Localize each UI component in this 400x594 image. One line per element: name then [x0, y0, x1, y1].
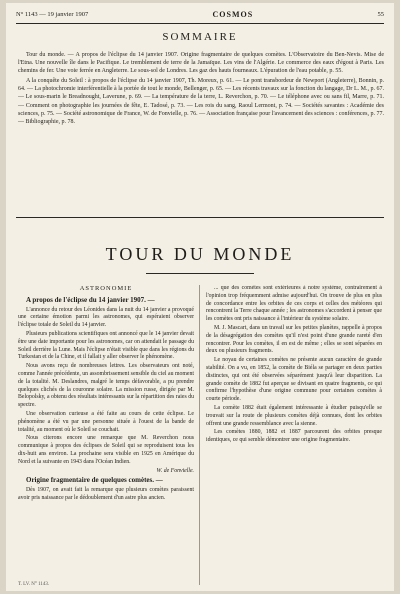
footer-signature: T. LV. N° 1143. — [18, 582, 50, 587]
column-divider — [199, 285, 200, 585]
page-number: 55 — [377, 10, 384, 18]
paragraph: La comète 1882 était également intéressante à étudier puisqu'elle se trouvait sur la route de plusieurs comètes déjà connues, dont les orbites offrent une grande ressemblance avec la sienne. — [206, 404, 382, 427]
sommaire-text — [18, 51, 384, 206]
paragraph: Nous avons reçu de nombreuses lettres. Les observateurs ont noté, comme l'année précédente, un assombrissement sensible du ciel au moment de la totalité. M. Deslandres, malgré le temps défavorable, a pu prendre quelques clichés de la couronne solaire. La mission russe, dirigée par M. Belopolsky, a obtenu des résultats intéressants sur la répartition des raies du spectre. — [18, 363, 194, 409]
article-title: Origine fragmentaire de quelques comètes. — — [26, 476, 163, 485]
left-column — [18, 285, 194, 585]
sommaire-paragraph: A la conquête du Soleil : à propos de l'éclipse du 14 janvier 1907, Th. Moreux, p. 61. — Le pont transbordeur de Newport (Angleterre), Bonnin, p. 64. — La photochromie interférentielle à la portée de tout le monde, Bellenger, p. 65. — Les récents travaux sur la fonction du langage, Dr L. M., p. 67. — Le sous-marin le Breadnought, Laverune, p. 69. — La température de la terre, L. Reverchon, p. 70. — Le téléphone avec ou sans fil, Marre, p. 71. — Comment on photographie les journées de fête, E. Tadosé, p. 73. — Les rois du sang, Raoul Lermont, p. 74. — Sociétés savantes : Académie des sciences, p. 75. — Société astronomique de France, W. de Fonvielle, p. 76. — Association française pour l'avancement des sciences : conférences, p. 77. — Bibliographie, p. 78. — [18, 78, 384, 125]
journal-name: COSMOS — [212, 9, 254, 19]
paragraph: ... que des comètes sont extérieures à notre système, contrairement à l'opinion trop fréquemment admise aujourd'hui. On trouve de plus en plus de concordance entre les orbites de ces corps et celles des météores qui rencontrent la Terre chaque année ; les astronomes s'accordent à penser que les comètes ont pris naissance à l'intérieur du système solaire. — [206, 285, 382, 323]
issue-number: N° 1143 — 19 janvier 1907 — [16, 10, 89, 18]
paragraph: Plusieurs publications scientifiques ont annoncé que le 14 janvier devait être une date importante pour les astronomes, car on attendait le passage du Soleil derrière la Lune. Mais l'éclipse n'était visible que dans les régions du Turkestan et de la Chine, et il fallait y aller observer le phénomène. — [18, 330, 194, 361]
paragraph: Le noyau de certaines comètes ne présente aucun caractère de grande stabilité. On a vu, en 1852, la comète de Biéla se partager en deux parties distinctes, qui ont été observées séparément jusqu'à leur disparition. La grande comète de 1882 fut aperçue se divisant en quatre fragments, ce qui confirme l'hypothèse d'une origine commune pour certaines comètes à courte période. — [206, 357, 382, 403]
journal-page — [6, 3, 394, 591]
section-underline — [146, 273, 254, 274]
running-header — [16, 7, 384, 21]
sommaire-heading: SOMMAIRE — [162, 31, 238, 43]
paragraph: M. J. Mascart, dans un travail sur les petites planètes, rappelle à propos de la désagrégation des comètes qu'il n'est point d'une grande rareté d'en rencontrer. Pour les comètes, il en est de même ; elles se sont séparées en deux ou plusieurs fragments. — [206, 324, 382, 355]
header-rule — [16, 23, 384, 24]
paragraph: L'annonce du retour des Léonides dans la nuit du 14 janvier a provoqué une certaine émotion parmi les astronomes, qui espéraient observer l'éclipse totale de Soleil du 14 janvier. — [18, 306, 194, 329]
article-title: A propos de l'éclipse du 14 janvier 1907. — — [26, 295, 155, 304]
right-column — [206, 285, 382, 585]
paragraph: Une observation curieuse a été faite au cours de cette éclipse. Le phénomène a été vu par une personne située à l'ouest de la bande de totalité, au moment où le Soleil se couchait. — [18, 410, 194, 433]
paragraph: Les comètes 1880, 1882 et 1887 parcourent des orbites presque identiques, ce qui semble démontrer une origine fragmentaire. — [206, 429, 382, 444]
section-heading: TOUR DU MONDE — [105, 244, 295, 264]
signature: W. de Fonvielle. — [156, 467, 194, 474]
paragraph: Nous citerons encore une remarque que M. Reverchon nous communique à propos des éclipses de Soleil qui se reproduisent tous les dix-huit ans environ. La prochaine sera visible en 1925 en Amérique du Nord et la suivante en 1943 dans l'Océan Indien. — [18, 435, 194, 465]
rubric-heading: ASTRONOMIE — [79, 285, 133, 292]
section-rule — [16, 217, 384, 218]
paragraph: Dès 1907, on avait fait la remarque que plusieurs comètes paraissent avoir pris naissance par le dédoublement d'un astre plus ancien. — [18, 487, 194, 501]
sommaire-paragraph: Tour du monde. — A propos de l'éclipse du 14 janvier 1907. Origine fragmentaire de quelques comètes. L'Observatoire du Ben-Nevis. Mise de l'Etna. Une nouvelle île dans le Pacifique. Le tremblement de terre de la Jamaïque. Les vins de l'Algérie. Le commerce des eaux d'égout à Paris. Les chemins de fer. Une voie ferrée en Angleterre. Le sous-sol de Londres. Les gaz des hauts fourneaux. L'épuration de l'eau potable, p. 55. — [18, 52, 384, 75]
